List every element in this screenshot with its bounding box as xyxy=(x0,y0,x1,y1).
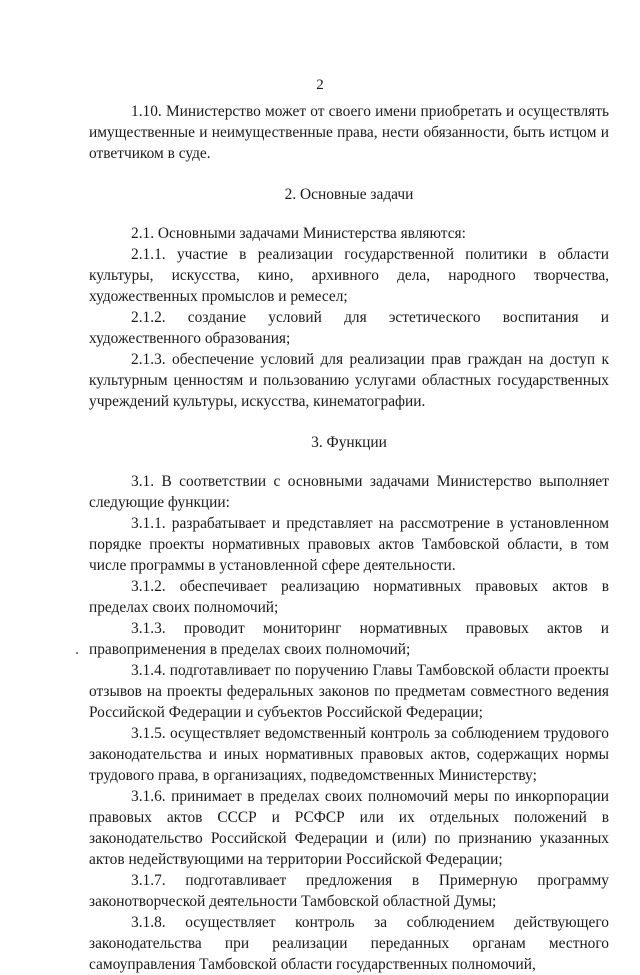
section-2-title: 2. Основные задачи xyxy=(284,186,414,203)
page-number: 2 xyxy=(316,77,324,93)
paragraph-3-1-2: 3.1.2. обеспечивает реализацию нормативных правовых актов в пределах своих полномочий; xyxy=(89,578,609,616)
paragraph-3-1-4: 3.1.4. подготавливает по поручению Главы Тамбовской области проекты отзывов на проекты федеральных законов по предметам совместного ведения Российской Федерации и субъектов Российской Федерации; xyxy=(89,662,609,721)
paragraph-1-10: 1.10. Министерство может от своего имени приобретать и осуществлять имущественные и неимущественные права, нести обязанности, быть истцом и ответчиком в суде. xyxy=(89,103,609,162)
paragraph-3-1-3: 3.1.3. проводит мониторинг нормативных правовых актов и правоприменения в пределах своих полномочий; xyxy=(89,620,609,658)
scan-speck xyxy=(76,652,78,654)
paragraph-2-1-2: 2.1.2. создание условий для эстетического воспитания и художественного образования; xyxy=(89,309,609,347)
paragraph-2-1-3: 2.1.3. обеспечение условий для реализации прав граждан на доступ к культурным ценностям и пользованию услугами областных государственных учреждений культуры, искусства, кинематографии. xyxy=(89,351,609,410)
section-3-title: 3. Функции xyxy=(311,434,387,451)
paragraph-2-1-1: 2.1.1. участие в реализации государственной политики в области культуры, искусства, кино, архивного дела, народного творчества, художественных промыслов и ремесел; xyxy=(89,246,609,305)
paragraph-3-1-5: 3.1.5. осуществляет ведомственный контроль за соблюдением трудового законодательства и иных нормативных правовых актов, содержащих нормы трудового права, в организациях, подведомственных Министерству; xyxy=(89,725,609,784)
paragraph-3-1-6: 3.1.6. принимает в пределах своих полномочий меры по инкорпорации правовых актов СССР и РСФСР или их отдельных положений в законодательство Российской Федерации и (или) по признанию указанных актов недействующими на территории Российской Федерации; xyxy=(89,788,609,868)
paragraph-3-1-7: 3.1.7. подготавливает предложения в Примерную программу законотворческой деятельности Тамбовской областной Думы; xyxy=(89,872,609,910)
paragraph-3-1-8: 3.1.8. осуществляет контроль за соблюдением действующего законодательства при реализации переданных органам местного самоуправления Тамбовской области государственных полномочий, xyxy=(89,914,609,973)
paragraph-3-1: 3.1. В соответствии с основными задачами Министерство выполняет следующие функции: xyxy=(89,473,609,511)
document-body xyxy=(89,101,609,975)
paragraph-3-1-1: 3.1.1. разрабатывает и представляет на рассмотрение в установленном порядке проекты нормативных правовых актов Тамбовской области, в том числе программы в установленной сфере деятельности. xyxy=(89,515,609,574)
paragraph-2-1: 2.1. Основными задачами Министерства являются: xyxy=(131,225,466,242)
